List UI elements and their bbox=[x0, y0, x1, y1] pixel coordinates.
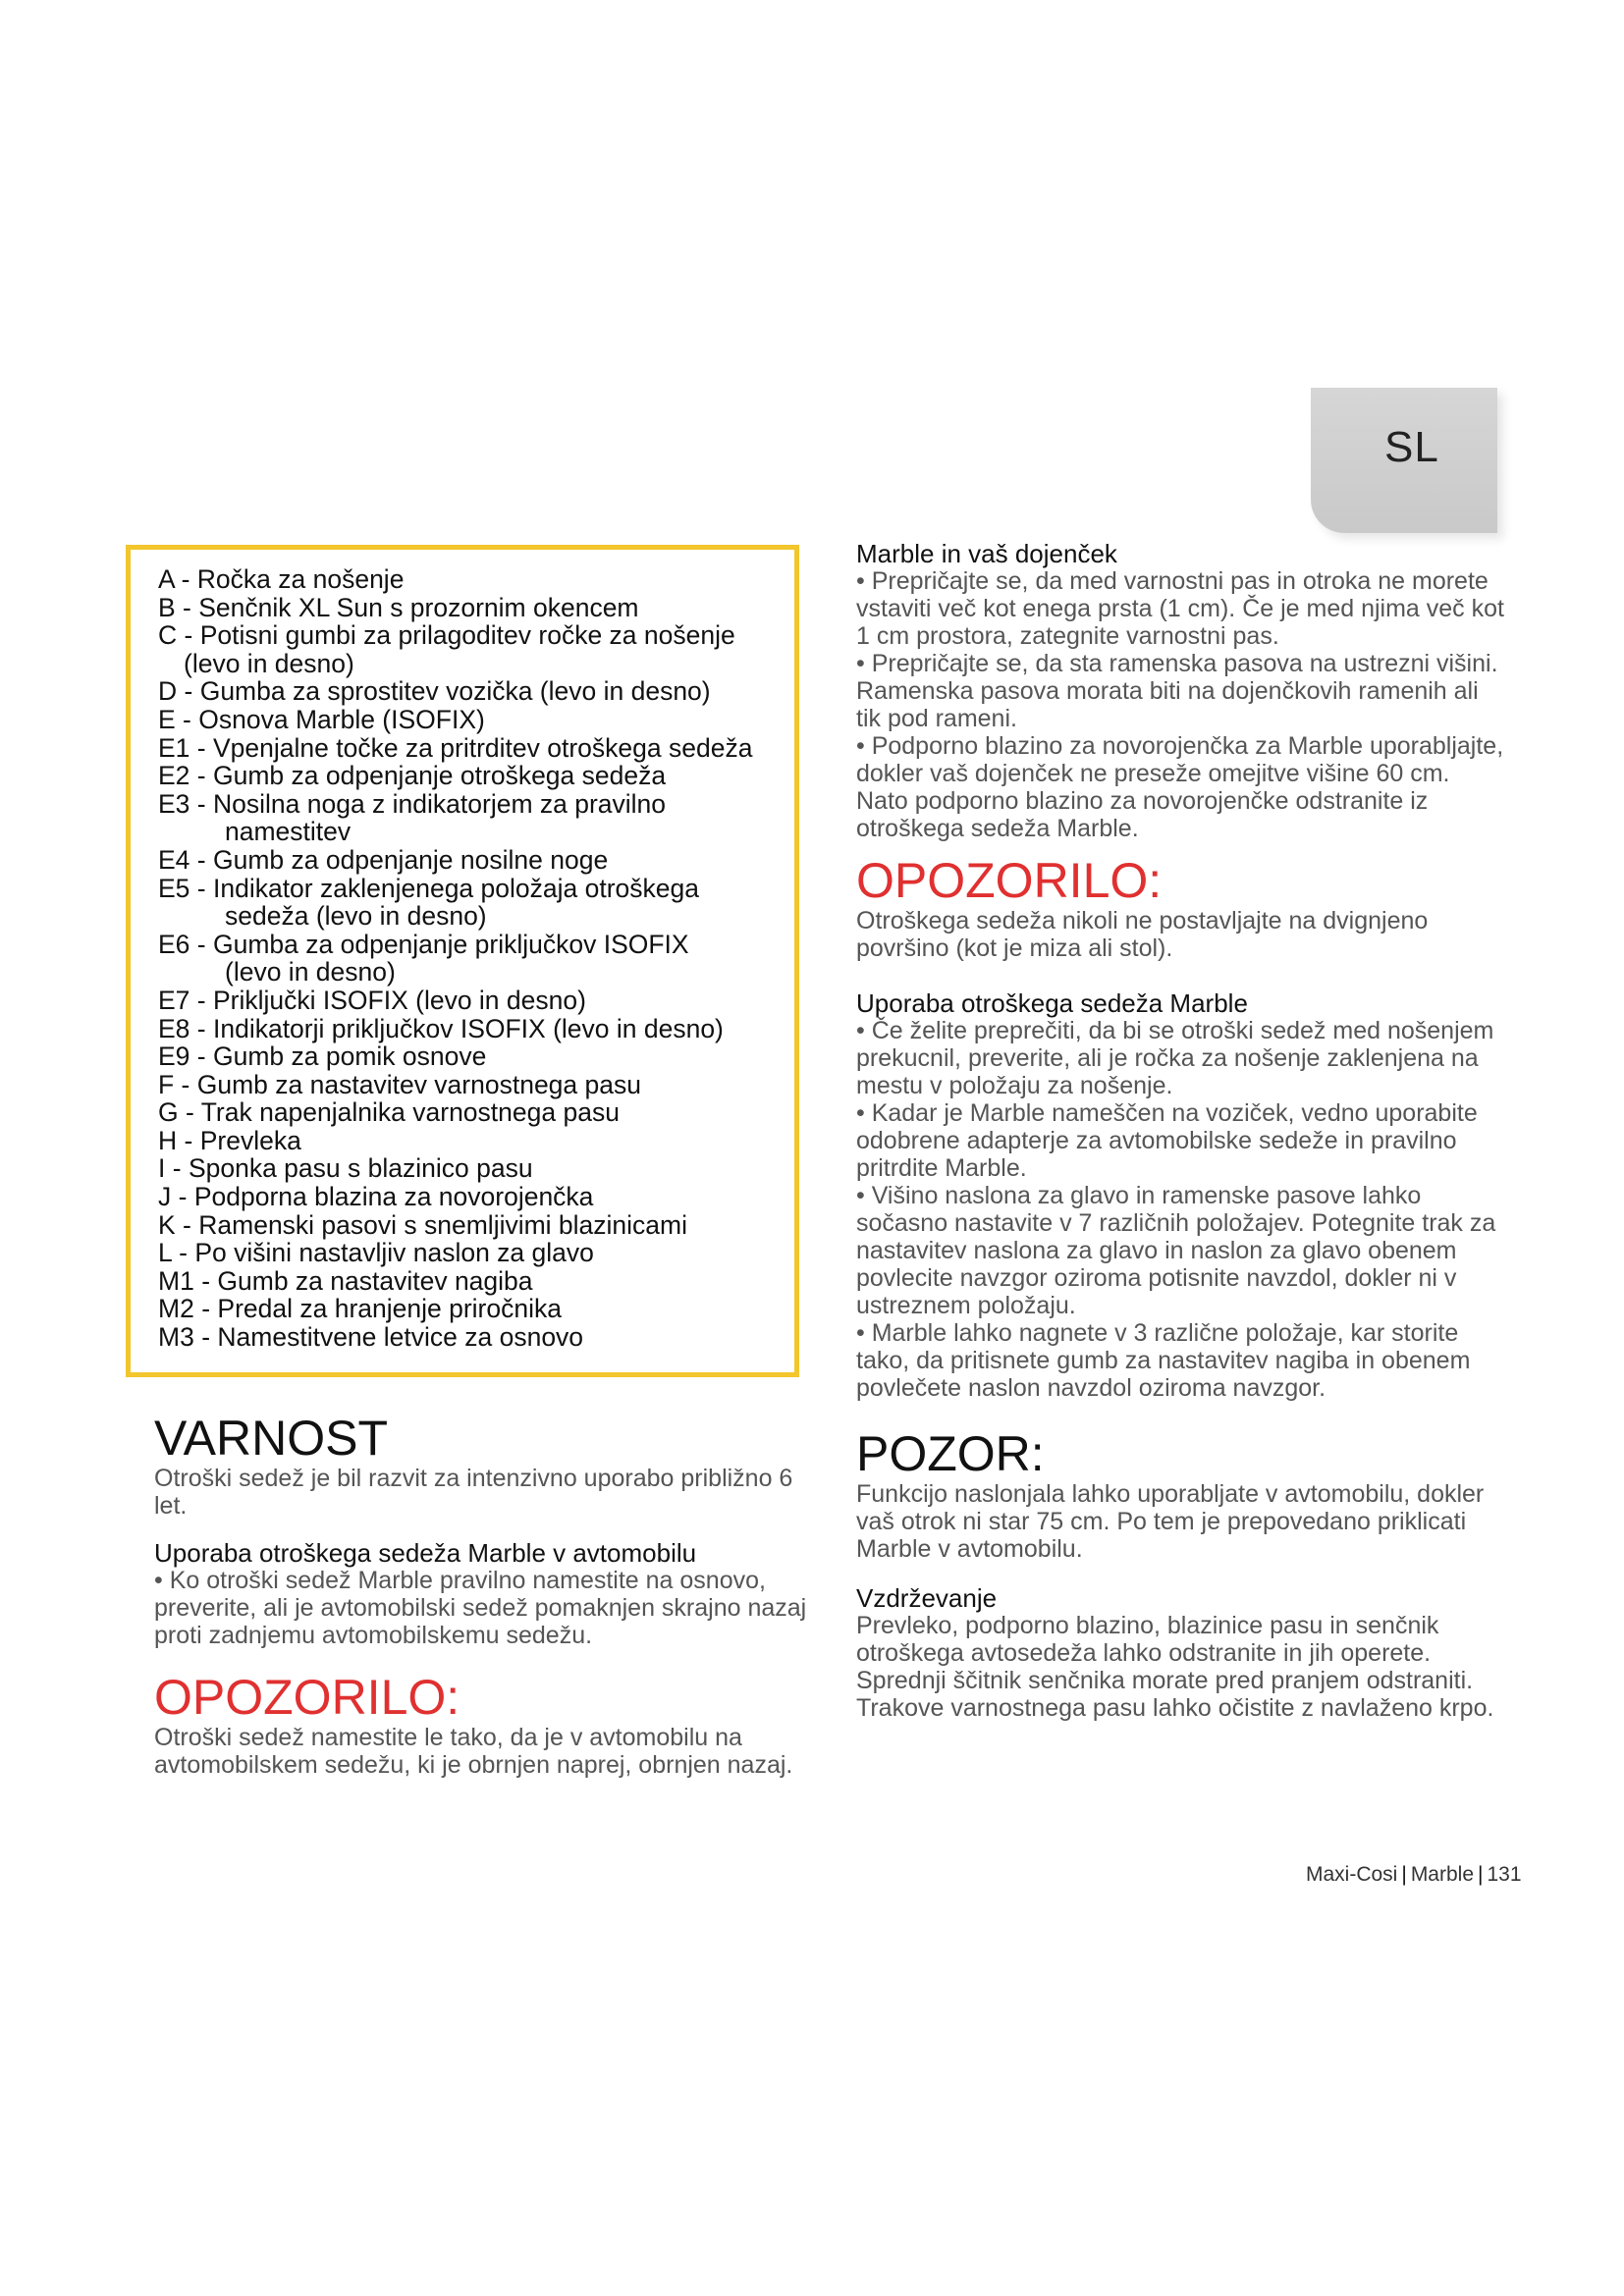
warning-heading-left: OPOZORILO: bbox=[154, 1670, 460, 1725]
legend-code: G bbox=[158, 1097, 179, 1128]
legend-item: M2 - Predal za hranjenje priročnika bbox=[158, 1294, 562, 1324]
legend-code: E2 bbox=[158, 761, 190, 791]
legend-item: K - Ramenski pasovi s snemljivimi blazinicami bbox=[158, 1209, 688, 1240]
legend-code: C bbox=[158, 620, 178, 651]
legend-code: E6 bbox=[158, 929, 190, 959]
legend-code: J bbox=[158, 1182, 172, 1212]
legend-item: E9 - Gumb za pomik osnove bbox=[158, 1041, 487, 1072]
legend-text: Priključki ISOFIX (levo in desno) bbox=[212, 985, 586, 1015]
use-bullet: • Višino naslona za glavo in ramenske pasove lahko sočasno nastavite v 7 različnih položajev. Potegnite trak za nastavitev naslona za glavo in naslon za glavo obenem povlecite navzgor oziroma potisnite navzdol, dokler ni v ustreznem položaju. bbox=[856, 1182, 1496, 1319]
warning-heading-right: OPOZORILO: bbox=[856, 853, 1163, 908]
legend-text: Gumb za odpenjanje nosilne noge bbox=[212, 844, 609, 875]
caution-text: Funkcijo naslonjala lahko uporabljate v avtomobilu, dokler vaš otrok ni star 75 cm. Po tem je prepovedano priklicati Marble v avtomobilu. bbox=[856, 1480, 1485, 1563]
legend-text: Po višini nastavljiv naslon za glavo bbox=[194, 1238, 594, 1268]
legend-item: E - Osnova Marble (ISOFIX) bbox=[158, 704, 485, 734]
legend-code: D bbox=[158, 676, 178, 707]
legend-item: E1 - Vpenjalne točke za pritrditev otroškega sedeža bbox=[158, 732, 753, 763]
language-tab bbox=[1311, 388, 1497, 533]
page-footer: Maxi-Cosi | Marble | 131 bbox=[1306, 1863, 1522, 1886]
legend-item: F - Gumb za nastavitev varnostnega pasu bbox=[158, 1069, 641, 1099]
legend-code: E9 bbox=[158, 1041, 190, 1072]
legend-text: Nosilna noga z indikatorjem za pravilno bbox=[212, 788, 667, 819]
legend-item: E3 - Nosilna noga z indikatorjem za pravilno namestitev bbox=[158, 790, 794, 846]
legend-text: Osnova Marble (ISOFIX) bbox=[198, 704, 485, 734]
right-column bbox=[856, 540, 1504, 1722]
legend-item: B - Senčnik XL Sun s prozornim okencem bbox=[158, 592, 639, 622]
baby-bullet: • Prepričajte se, da sta ramenska pasova na ustrezni višini. Ramenska pasova morata biti na dojenčkovih ramenih ali tik pod rameni. bbox=[856, 650, 1498, 732]
legend-text-continuation: (levo in desno) bbox=[184, 648, 354, 678]
left-column bbox=[154, 1412, 822, 1779]
legend-text: Indikator zaklenjenega položaja otroškega bbox=[212, 873, 699, 903]
legend-text: Gumba za odpenjanje priključkov ISOFIX bbox=[212, 929, 689, 959]
baby-bullet: • Prepričajte se, da med varnostni pas in otroka ne morete vstaviti več kot enega prsta (1 cm). Če je med njima več kot 1 cm prostora, zategnite varnostni pas. bbox=[856, 567, 1504, 650]
legend-text: Senčnik XL Sun s prozornim okencem bbox=[198, 592, 639, 622]
legend-code: E5 bbox=[158, 873, 190, 903]
footer-product: Marble bbox=[1410, 1863, 1475, 1886]
legend-text: Vpenjalne točke za pritrditev otroškega sedeža bbox=[212, 732, 753, 763]
legend-code: M1 bbox=[158, 1265, 194, 1296]
maintenance-text: Prevleko, podporno blazino, blazinice pasu in senčnik otroškega avtosedeža lahko odstranite in jih operete. Sprednji ščitnik senčnika morate pred pranjem odstraniti. Trakove varnostnega pasu lahko očistite z navlaženo krpo. bbox=[856, 1612, 1494, 1722]
baby-bullet: • Podporno blazino za novorojenčka za Marble uporabljajte, dokler vaš dojenček ne preseže omejitve višine 60 cm. Nato podporno blazino za novorojenčke odstranite iz otroškega sedeža Marble. bbox=[856, 732, 1504, 842]
legend-code: E3 bbox=[158, 788, 190, 819]
legend-code: M2 bbox=[158, 1294, 194, 1324]
car-use-bullet: • Ko otroški sedež Marble pravilno namestite na osnovo, preverite, ali je avtomobilski sedež pomaknjen skrajno nazaj proti zadnjemu avtomobilskemu sedežu. bbox=[154, 1567, 807, 1649]
legend-code: B bbox=[158, 592, 176, 622]
legend-item: E2 - Gumb za odpenjanje otroškega sedeža bbox=[158, 761, 667, 791]
legend-text: Gumb za nastavitev varnostnega pasu bbox=[196, 1069, 641, 1099]
legend-text: Gumb za odpenjanje otroškega sedeža bbox=[212, 761, 667, 791]
legend-code: M3 bbox=[158, 1322, 194, 1353]
legend-code: E4 bbox=[158, 844, 190, 875]
legend-text: Ramenski pasovi s snemljivimi blazinicami bbox=[198, 1209, 688, 1240]
legend-item: J - Podporna blazina za novorojenčka bbox=[158, 1182, 594, 1212]
language-code: SL bbox=[1384, 423, 1439, 471]
baby-bullet-list bbox=[856, 567, 1504, 842]
legend-item: L - Po višini nastavljiv naslon za glavo bbox=[158, 1238, 594, 1268]
legend-text-continuation: sedeža (levo in desno) bbox=[225, 901, 487, 932]
legend-item: I - Sponka pasu s blazinico pasu bbox=[158, 1153, 533, 1184]
legend-item: C - Potisni gumbi za prilagoditev ročke za nošenje (levo in desno) bbox=[158, 621, 794, 677]
legend-item: H - Prevleka bbox=[158, 1125, 301, 1155]
legend-code: A bbox=[158, 564, 175, 594]
legend-item: D - Gumba za sprostitev vozička (levo in desno) bbox=[158, 676, 711, 707]
legend-text: Indikatorji priključkov ISOFIX (levo in desno) bbox=[212, 1013, 724, 1043]
legend-item: E5 - Indikator zaklenjenega položaja otroškega sedeža (levo in desno) bbox=[158, 875, 794, 931]
legend-text: Potisni gumbi za prilagoditev ročke za nošenje bbox=[199, 620, 735, 651]
legend-item: E4 - Gumb za odpenjanje nosilne noge bbox=[158, 844, 609, 875]
use-bullet: • Kadar je Marble nameščen na voziček, vedno uporabite odobrene adapterje za avtomobilske sedeže in pravilno pritrdite Marble. bbox=[856, 1099, 1478, 1182]
safety-intro: Otroški sedež je bil razvit za intenzivno uporabo približno 6 let. bbox=[154, 1465, 793, 1520]
legend-code: H bbox=[158, 1125, 178, 1155]
legend-code: E bbox=[158, 704, 176, 734]
legend-item: E6 - Gumba za odpenjanje priključkov ISOFIX (levo in desno) bbox=[158, 931, 794, 987]
warning-text-right: Otroškega sedeža nikoli ne postavljajte na dvignjeno površino (kot je miza ali stol). bbox=[856, 907, 1429, 962]
legend-text: Trak napenjalnika varnostnega pasu bbox=[200, 1097, 620, 1128]
legend-text: Ročka za nošenje bbox=[196, 564, 405, 594]
legend-item: E8 - Indikatorji priključkov ISOFIX (levo in desno) bbox=[158, 1013, 724, 1043]
use-bullet: • Marble lahko nagnete v 3 različne položaje, kar storite tako, da pritisnete gumb za nastavitev nagiba in obenem povlečete naslon navzdol oziroma navzgor. bbox=[856, 1319, 1471, 1402]
maintenance-heading: Vzdrževanje bbox=[856, 1583, 998, 1613]
caution-heading: POZOR: bbox=[856, 1426, 1045, 1481]
use-bullet: • Če želite preprečiti, da bi se otroški sedež med nošenjem prekucnil, preverite, ali je ročka za nošenje zaklenjena na mestu v položaju za nošenje. bbox=[856, 1017, 1494, 1099]
page-number: 131 bbox=[1487, 1863, 1522, 1886]
safety-heading: VARNOST bbox=[154, 1411, 388, 1466]
legend-item: G - Trak napenjalnika varnostnega pasu bbox=[158, 1097, 620, 1128]
legend-code: E8 bbox=[158, 1013, 190, 1043]
legend-code: K bbox=[158, 1209, 176, 1240]
parts-legend-box bbox=[126, 545, 799, 1377]
legend-code: E1 bbox=[158, 732, 190, 763]
legend-text: Gumba za sprostitev vozička (levo in desno) bbox=[199, 676, 711, 707]
use-heading: Uporaba otroškega sedeža Marble bbox=[856, 988, 1248, 1018]
car-use-heading: Uporaba otroškega sedeža Marble v avtomobilu bbox=[154, 1538, 697, 1568]
use-bullet-list bbox=[856, 1017, 1504, 1402]
legend-item: M3 - Namestitvene letvice za osnovo bbox=[158, 1322, 584, 1353]
legend-item: M1 - Gumb za nastavitev nagiba bbox=[158, 1265, 533, 1296]
warning-text-left: Otroški sedež namestite le tako, da je v avtomobilu na avtomobilskem sedežu, ki je obrnjen naprej, obrnjen nazaj. bbox=[154, 1724, 793, 1779]
legend-code: L bbox=[158, 1238, 172, 1268]
footer-brand: Maxi-Cosi bbox=[1306, 1863, 1398, 1886]
legend-item: A - Ročka za nošenje bbox=[158, 564, 405, 594]
legend-item: E7 - Priključki ISOFIX (levo in desno) bbox=[158, 985, 586, 1015]
legend-text: Podporna blazina za novorojenčka bbox=[193, 1182, 594, 1212]
legend-text-continuation: (levo in desno) bbox=[225, 957, 396, 988]
legend-code: F bbox=[158, 1069, 175, 1099]
legend-text-continuation: namestitev bbox=[225, 817, 352, 847]
legend-code: I bbox=[158, 1153, 166, 1184]
legend-text: Predal za hranjenje priročnika bbox=[217, 1294, 562, 1324]
legend-code: E7 bbox=[158, 985, 190, 1015]
legend-text: Namestitvene letvice za osnovo bbox=[217, 1322, 584, 1353]
legend-text: Gumb za pomik osnove bbox=[212, 1041, 487, 1072]
baby-heading: Marble in vaš dojenček bbox=[856, 539, 1117, 568]
legend-text: Sponka pasu s blazinico pasu bbox=[188, 1153, 533, 1184]
legend-text: Prevleka bbox=[199, 1125, 301, 1155]
legend-text: Gumb za nastavitev nagiba bbox=[217, 1265, 533, 1296]
